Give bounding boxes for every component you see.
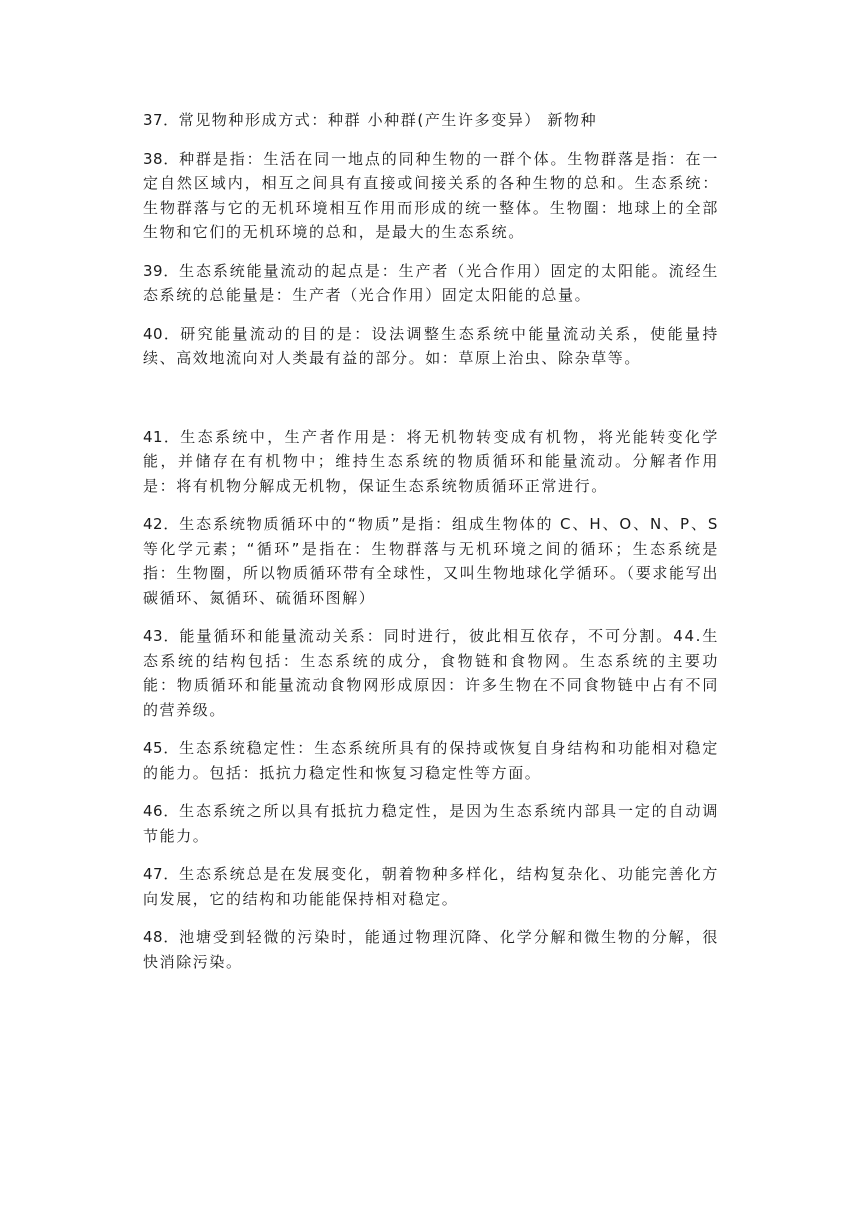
item-number: 43． [143,627,180,645]
item-text: 种群是指：生活在同一地点的同种生物的一群个体。生物群落是指：在一定自然区域内，相互之间具有直接或间接关系的各种生物的总和。生态系统：生物群落与它的无机环境相互作用而形成的统一整体。生物圈：地球上的全部生物和它们的无机环境的总和，是最大的生态系统。 [143,149,720,241]
item-text: 生态系统稳定性：生态系统所具有的保持或恢复自身结构和功能相对稳定的能力。包括：抵抗力稳定性和恢复习稳定性等方面。 [143,739,720,782]
item-38 [143,147,719,245]
item-text: 常见物种形成方式：种群 小种群(产生许多变异） 新物种 [178,111,598,129]
item-45 [143,736,719,785]
item-text: 生态系统之所以具有抵抗力稳定性，是因为生态系统内部具一定的自动调节能力。 [143,802,720,845]
item-number: 39． [143,261,180,280]
item-number: 46． [143,802,180,820]
item-text: 生态系统中，生产者作用是：将无机物转变成有机物，将光能转变化学能，并储存在有机物中；维持生态系统的物质循环和能量流动。分解者作用是：将有机物分解成无机物，保证生态系统物质循环正常进行。 [143,427,719,495]
item-number: 48． [143,928,180,946]
item-43 [143,624,719,722]
item-text: 生态系统物质循环中的“物质”是指：组成生物体的 C、H、O、N、P、S 等化学元素；“循环”是指在：生物群落与无机环境之间的循环；生态系统是指：生物圈，所以物质循环带有全球性，又叫生物地球化学循环。（要求能写出碳循环、氮循环、硫循环图解） [143,515,719,607]
item-number: 37． [143,111,179,129]
item-number: 38． [143,149,180,168]
item-text: 生态系统能量流动的起点是：生产者（光合作用）固定的太阳能。流经生态系统的总能量是：生产者（光合作用）固定太阳能的总量。 [143,261,720,304]
item-text: 池塘受到轻微的污染时，能通过物理沉降、化学分解和微生物的分解，很快消除污染。 [143,928,720,971]
item-47 [143,862,719,911]
item-text: 研究能量流动的目的是：设法调整生态系统中能量流动关系，使能量持续、高效地流向对人类最有益的部分。如：草原上治虫、除杂草等。 [143,324,719,367]
item-number: 47． [143,865,180,883]
item-40 [143,322,719,371]
item-text: 能量循环和能量流动关系：同时进行，彼此相互依存，不可分割。44.生态系统的结构包括：生态系统的成分，食物链和食物网。生态系统的主要功能：物质循环和能量流动食物网形成原因：许多生物在不同食物链中占有不同的营养级。 [143,627,719,719]
item-39 [143,259,719,308]
item-41 [143,425,719,499]
item-text: 生态系统总是在发展变化，朝着物种多样化，结构复杂化、功能完善化方向发展，它的结构和功能能保持相对稳定。 [143,865,720,908]
item-number: 41． [143,427,181,446]
item-37 [143,108,719,133]
section-gap [143,385,719,425]
item-number: 42． [143,515,180,533]
item-number: 45． [143,739,180,757]
item-48 [143,925,719,974]
item-42 [143,512,719,610]
item-46 [143,799,719,848]
document-body [143,108,719,988]
item-number: 40． [143,324,181,343]
